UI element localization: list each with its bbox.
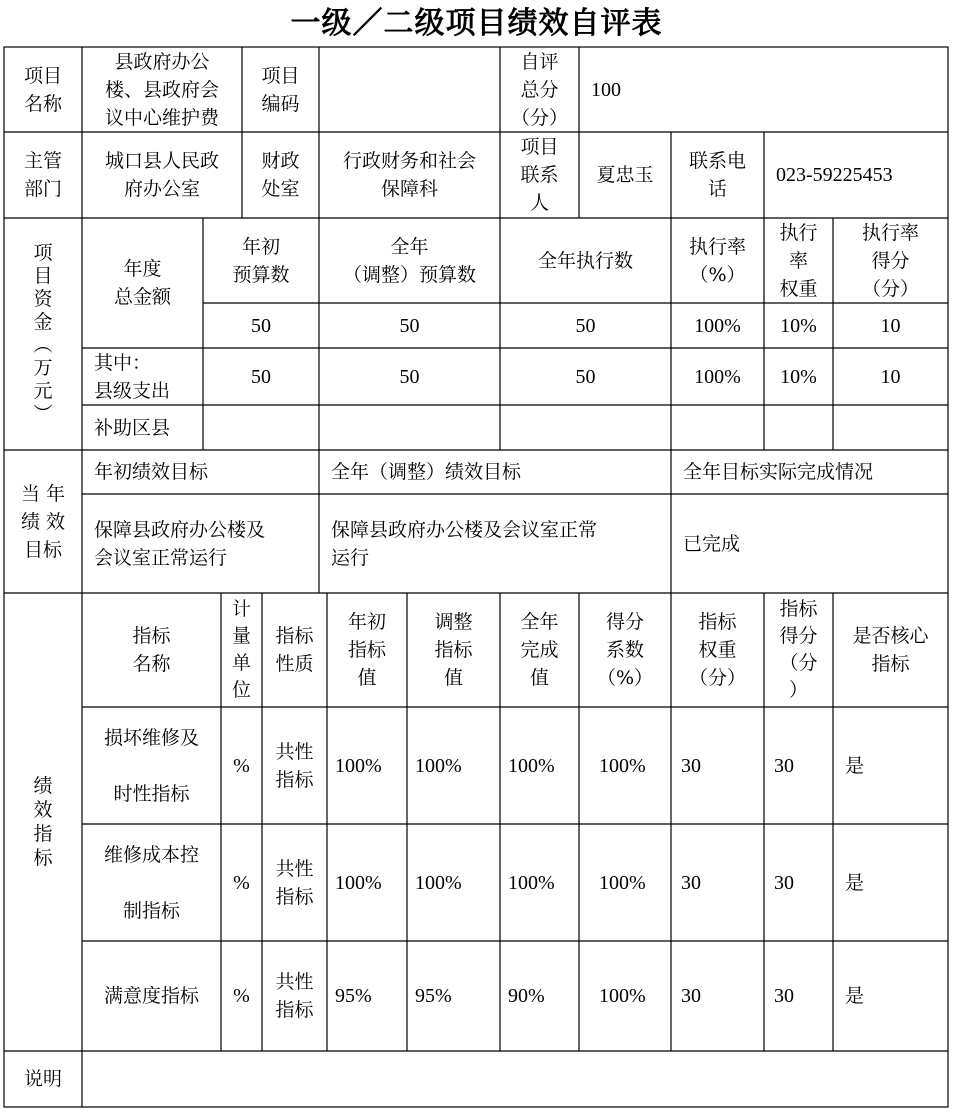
indicator-name-header: 指标 名称 [132,625,171,675]
notes-value [82,1051,948,1107]
indicator-initial: 95% [335,985,372,1007]
indicator-adjusted: 95% [415,985,452,1007]
indicator-nature: 共性 指标 [275,740,314,791]
notes-label: 说明 [23,1068,62,1090]
funds-row-initial: 50 [251,365,271,388]
phone-value: 023-59225453 [776,164,893,186]
indicator-nature: 共性 指标 [275,857,314,908]
funds-row-score: 10 [880,314,901,337]
goals-adjusted-value: 保障县政府办公楼及会议室正常 运行 [331,518,598,569]
indicator-completed: 100% [508,871,555,894]
funds-row-executed: 50 [575,365,596,388]
project-code-value [319,47,500,132]
indicator-core-header: 是否核心 指标 [852,625,929,675]
funds-initial-budget-header: 年初 预算数 [232,235,290,286]
indicator-coef: 100% [599,985,646,1007]
funds-section-label: 项 目 资 金 ︵ 万 元 ︶ [33,242,53,425]
indicator-completed: 100% [508,754,555,777]
total-score-label: 自评 总分 （分） [510,50,568,129]
indicator-score-header: 指标 得分 （分 ） [779,598,818,701]
goals-actual-header: 全年目标实际完成情况 [683,461,874,483]
indicator-initial: 100% [335,754,382,777]
funds-row-score: 10 [880,365,901,388]
goals-actual-value: 已完成 [683,532,741,555]
funds-row-rate: 100% [694,314,741,337]
dept-label: 主管 部门 [23,150,62,200]
indicator-adjusted: 100% [415,754,462,777]
funds-row-adjusted: 50 [399,314,420,337]
funds-exec-rate-header: 执行率 （%） [688,235,746,286]
indicator-nature-header: 指标 性质 [275,625,314,675]
funds-row-initial: 50 [251,314,271,337]
indicator-adjusted: 100% [415,871,462,894]
indicator-coef: 100% [599,871,646,894]
goals-initial-header: 年初绩效目标 [94,461,209,483]
funds-row-rate: 100% [694,365,741,388]
contact-label: 项目 联系 人 [520,136,559,214]
funds-row-label: 其中： 县级支出 [94,351,171,402]
project-code-label: 项目 编码 [261,64,300,115]
funds-executed-header: 全年执行数 [537,249,633,272]
indicator-weight: 30 [681,985,701,1007]
indicator-initial-header: 年初 指标 值 [347,611,386,689]
funds-row-executed: 50 [575,314,596,337]
goals-initial-value: 保障县政府办公楼及 会议室正常运行 [94,518,266,569]
indicator-unit: % [233,871,250,894]
indicator-initial: 100% [335,871,382,894]
indicator-score: 30 [774,871,794,894]
project-name-label: 项目 名称 [23,64,62,115]
finance-office-label: 财政 处室 [261,150,300,200]
indicator-core: 是 [845,754,865,777]
indicator-core: 是 [845,985,865,1007]
funds-row-label: 补助区县 [94,416,171,439]
indicator-weight-header: 指标 权重 （分） [688,611,746,689]
indicator-score: 30 [774,985,794,1007]
funds-row-adjusted: 50 [399,365,420,388]
contact-value: 夏忠玉 [596,164,654,186]
funds-weight-header: 执行 率 权重 [779,221,818,300]
indicator-name: 维修成本控 制指标 [103,843,199,922]
funds-row-weight: 10% [780,314,817,337]
indicator-coef: 100% [599,754,646,777]
dept-value: 城口县人民政 府办公室 [104,150,219,200]
total-score-value: 100 [591,78,621,101]
indicator-unit: % [233,985,250,1007]
indicators-section-label: 绩 效 指 标 [33,775,53,869]
indicator-coef-header: 得分 系数 （%） [596,611,654,689]
indicator-weight: 30 [681,871,701,894]
indicator-completed-header: 全年 完成 值 [520,611,559,689]
project-name-value: 县政府办公 楼、县政府会 议中心维护费 [104,50,219,129]
indicator-nature: 共性 指标 [275,971,314,1021]
indicator-completed: 90% [508,985,545,1007]
goals-adjusted-header: 全年（调整）绩效目标 [331,461,522,483]
indicator-score: 30 [774,754,794,777]
funds-score-header: 执行率 得分 （分） [861,221,919,300]
indicator-core: 是 [845,871,865,894]
indicator-weight: 30 [681,754,701,777]
indicator-name: 损坏维修及 时性指标 [103,726,199,805]
indicator-name: 满意度指标 [103,985,199,1007]
funds-annual-total-header: 年度 总金额 [113,258,171,308]
funds-adjusted-budget-header: 全年 （调整）预算数 [342,235,476,286]
funds-row-weight: 10% [780,365,817,388]
finance-office-value: 行政财务和社会 保障科 [342,150,476,200]
indicator-unit-header: 计 量 单 位 [231,598,251,701]
page-title: 一级／二级项目绩效自评表 [290,6,663,41]
phone-label: 联系电 话 [688,150,746,200]
goals-section-label: 当 年 绩 效 目标 [20,482,66,561]
indicator-unit: % [233,754,250,777]
indicator-adjusted-header: 调整 指标 值 [434,611,473,689]
